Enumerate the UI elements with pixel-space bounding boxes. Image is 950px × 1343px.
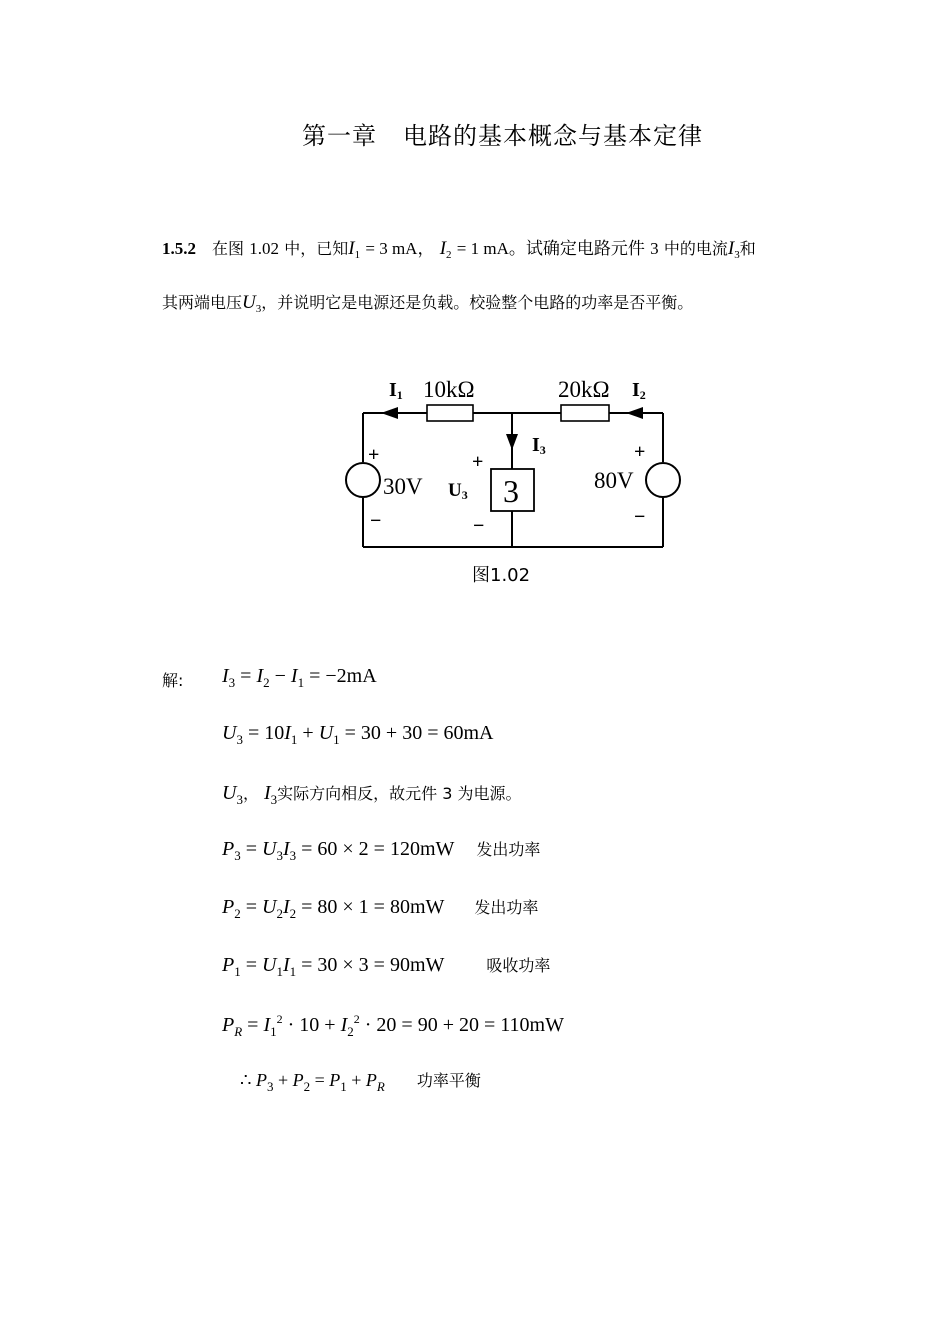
solution-line-1: $I_3 = I_2 - I_1 = -2mA$ [222, 665, 377, 690]
resistor-10k [427, 405, 473, 421]
plus-middle: + [472, 451, 484, 473]
label-u3: U3 [448, 480, 468, 502]
minus-right: − [634, 506, 646, 528]
plus-right: + [634, 441, 646, 463]
problem-statement-line2: 其两端电压$U_3$，并说明它是电源还是负载。校验整个电路的功率是否平衡。 [162, 292, 694, 315]
solution-label: 解: [162, 671, 184, 690]
label-30v: 30V [383, 474, 423, 499]
plus-left: + [368, 444, 380, 466]
minus-left: − [370, 510, 382, 532]
label-i1: I1 [389, 379, 403, 402]
solution-line-3: $U_3$， $I_3$实际方向相反，故元件 3 为电源。 [222, 782, 522, 807]
minus-middle: − [473, 515, 485, 537]
arrow-i3-icon [506, 434, 518, 450]
element-3-label: 3 [503, 473, 519, 509]
solution-line-5: $P_2 = U_2I_2 = 80 \times 1 = 80mW$ 发出功率 [222, 896, 539, 921]
figure-caption: 图1.02 [472, 565, 531, 586]
voltage-source-30v [346, 463, 380, 497]
voltage-source-80v [646, 463, 680, 497]
resistor-20k [561, 405, 609, 421]
label-80v: 80V [594, 468, 634, 493]
label-i3: I3 [532, 434, 546, 457]
problem-number: 1.5.2 [162, 239, 196, 258]
label-r2: 20kΩ [558, 377, 610, 402]
solution-line-7: $P_R = I_1^2 \cdot 10 + I_2^2 \cdot 20 = 90 + 20 = 110mW$ [222, 1012, 564, 1039]
arrow-i2-icon [626, 407, 643, 419]
chapter-label: 第一章 [302, 122, 377, 150]
label-r1: 10kΩ [423, 377, 475, 402]
problem-statement: 1.5.2 在图 1.02 中，已知$I_1 = 3$ mA， $I_2 = 1$ mA。试确定电路元件 3 中的电流$I_3$和 [162, 238, 756, 261]
solution-line-4: $P_3 = U_3I_3 = 60 \times 2 = 120mW$ 发出功率 [222, 838, 541, 863]
solution-line-2: $U_3 = 10I_1 + U_1 = 30 + 30 = 60mA$ [222, 722, 494, 747]
solution-line-8: ∴ $P_3 + P_2 = P_1 + P_R$ 功率平衡 [240, 1070, 481, 1094]
label-i2: I2 [632, 379, 646, 402]
page-title [302, 116, 703, 151]
solution-line-6: $P_1 = U_1I_1 = 30 \times 3 = 90mW$ 吸收功率 [222, 954, 551, 979]
chapter-topic: 电路的基本概念与基本定律 [403, 122, 703, 150]
arrow-i1-icon [381, 407, 398, 419]
